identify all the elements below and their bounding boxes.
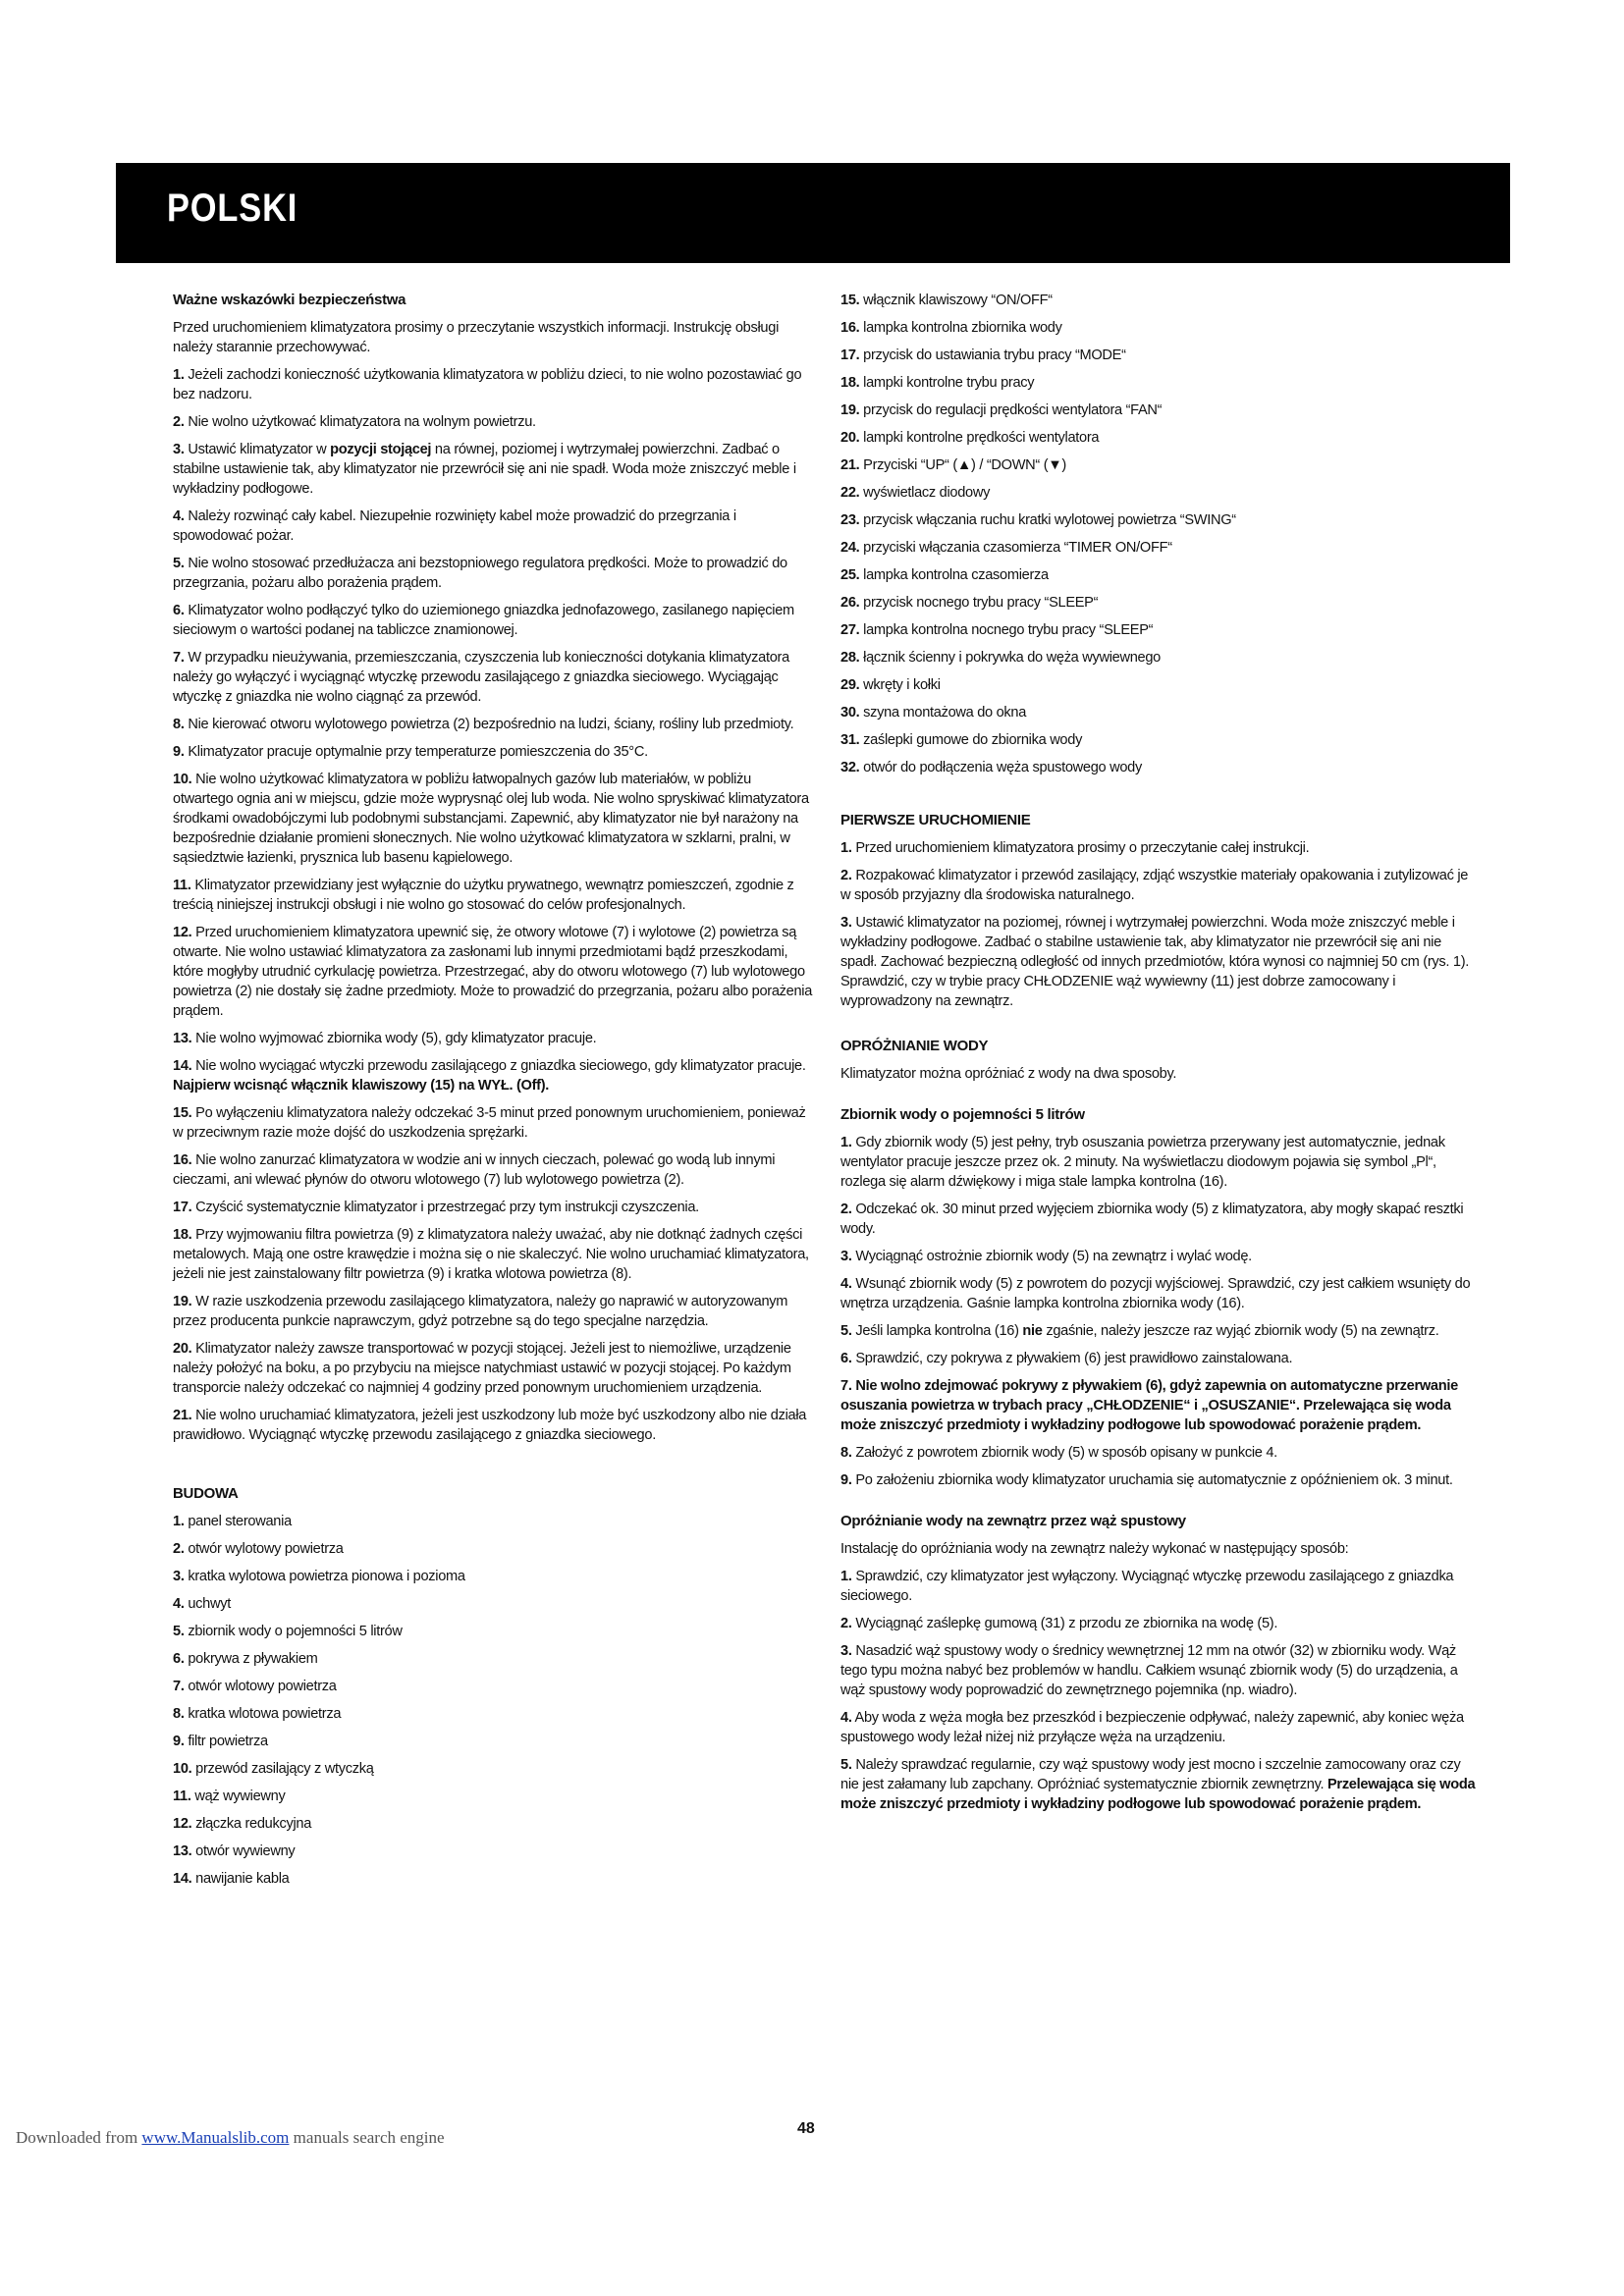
list-item (173, 1056, 813, 1095)
item-number: 2. (173, 414, 185, 430)
item-text: zaślepki gumowe do zbiornika wody (863, 732, 1083, 748)
item-number: 7. (173, 1679, 185, 1694)
item-text: filtr powietrza (188, 1734, 268, 1749)
list-item (173, 1649, 813, 1669)
item-number: 5. (840, 1323, 852, 1339)
item-emphasis: pozycji stojącej (330, 442, 432, 457)
item-number: 2. (840, 868, 852, 883)
item-number: 18. (173, 1227, 192, 1243)
item-number: 16. (173, 1152, 192, 1168)
item-number: 22. (840, 485, 860, 501)
list-item (840, 703, 1479, 722)
item-text: Nie wolno wyciągać wtyczki przewodu zasilającego z gniazdka sieciowego, gdy klimatyzator pracuje. (195, 1058, 806, 1074)
item-text: otwór do podłączenia węża spustowego wody (863, 760, 1142, 775)
item-number: 19. (840, 402, 860, 418)
item-text: Aby woda z węża mogła bez przeszkód i bezpieczenie odpływać, należy zapewnić, aby koniec węża spustowego wody leżał niżej niż przyłącze węża na urządzeniu. (840, 1710, 1464, 1745)
item-number: 20. (173, 1341, 192, 1357)
item-number: 1. (840, 1135, 852, 1150)
page-number: 48 (797, 2120, 815, 2137)
item-number: 2. (840, 1616, 852, 1631)
list-item (173, 1869, 813, 1889)
drain-heading: Opróżnianie wody na zewnątrz przez wąż spustowy (840, 1513, 1186, 1529)
list-item (840, 913, 1479, 1011)
item-text: złączka redukcyjna (195, 1816, 312, 1832)
item-emphasis: nie (1022, 1323, 1043, 1339)
list-item (173, 715, 813, 734)
budowa-list (173, 1512, 813, 1889)
budowa-heading: BUDOWA (173, 1485, 239, 1502)
item-number: 18. (840, 375, 860, 391)
item-text: Klimatyzator wolno podłączyć tylko do uziemionego gniazdka jednofazowego, zasilanego napięciem sieciowym o wartości podanej na tabliczce znamionowej. (173, 603, 794, 638)
item-text: Nie wolno zanurzać klimatyzatora w wodzie ani w innych cieczach, polewać go wodą lub innymi cieczami, ani wlewać płynów do otworu wlotowego (7) lub wylotowego powietrza (2). (173, 1152, 776, 1188)
item-text: na równej, poziomej i wytrzymałej powierzchni. Zadbać o stabilne ustawienie tak, aby klimatyzator nie przewrócił się ani nie spadł. Woda może zniszczyć meble i wykładziny podłogowe. (173, 442, 796, 497)
list-item (840, 1376, 1479, 1435)
item-number: 8. (173, 717, 185, 732)
item-text: zgaśnie, należy jeszcze raz wyjąć zbiornik wody (5) na zewnątrz. (1042, 1323, 1439, 1339)
budowa-list-continued (840, 291, 1479, 777)
item-number: 5. (840, 1757, 852, 1773)
list-item (840, 758, 1479, 777)
list-item (173, 876, 813, 915)
item-number: 4. (840, 1276, 852, 1292)
list-item (840, 730, 1479, 750)
list-item (173, 1339, 813, 1398)
list-item (840, 538, 1479, 558)
item-text: Klimatyzator należy zawsze transportować w pozycji stojącej. Jeżeli jest to niemożliwe, urządzenie należy położyć na boku, a po przybyciu na miejsce natychmiast ustawić w pozycji stojącej. Po każdym transporcie należy odczekać co najmniej 4 godziny przed ponownym uruchomieniem urządzenia. (173, 1341, 791, 1396)
item-number: 5. (173, 1624, 185, 1639)
footer-prefix: Downloaded from (16, 2128, 142, 2147)
list-item (840, 483, 1479, 503)
item-number: 14. (173, 1871, 192, 1887)
list-item (840, 1708, 1479, 1747)
item-number: 13. (173, 1031, 192, 1046)
list-item (173, 1759, 813, 1779)
safety-intro: Przed uruchomieniem klimatyzatora prosimy o przeczytanie wszystkich informacji. Instrukcję obsługi należy starannie przechowywać. (173, 320, 780, 355)
item-text: Nie wolno użytkować klimatyzatora na wolnym powietrzu. (188, 414, 536, 430)
list-item (840, 1133, 1479, 1192)
item-number: 15. (840, 293, 860, 308)
water-emptying-heading: OPRÓŻNIANIE WODY (840, 1038, 989, 1054)
item-text: lampka kontrolna zbiornika wody (863, 320, 1062, 336)
list-item (840, 1470, 1479, 1490)
item-number: 6. (173, 603, 185, 618)
item-text: W przypadku nieużywania, przemieszczania, czyszczenia lub konieczności dotykania klimatyzatora należy go wyłączyć i wyciągnąć wtyczkę przewodu zasilającego z gniazdka sieciowego. Wyciągając wtyczkę z gniazdka nie wolno ciągnąć za przewód. (173, 650, 789, 705)
item-number: 26. (840, 595, 860, 611)
item-text: Klimatyzator pracuje optymalnie przy temperaturze pomieszczenia do 35°C. (188, 744, 648, 760)
item-number: 5. (173, 556, 185, 571)
list-item (173, 1842, 813, 1861)
item-number: 4. (173, 1596, 185, 1612)
list-item (173, 1567, 813, 1586)
drain-intro: Instalację do opróżniania wody na zewnątrz należy wykonać w następujący sposób: (840, 1541, 1349, 1557)
item-emphasis: Przelewająca się woda może zniszczyć przedmioty i wykładziny podłogowe lub spowodować porażenie prądem. (840, 1777, 1476, 1812)
list-item (840, 373, 1479, 393)
list-item (173, 1787, 813, 1806)
list-item (173, 554, 813, 593)
list-item (840, 1567, 1479, 1606)
list-item (173, 1704, 813, 1724)
list-item (840, 1443, 1479, 1463)
list-item (173, 1622, 813, 1641)
list-item (840, 866, 1479, 905)
item-text: Ustawić klimatyzator w (188, 442, 331, 457)
item-text: otwór wylotowy powietrza (188, 1541, 344, 1557)
item-number: 32. (840, 760, 860, 775)
item-number: 9. (173, 744, 185, 760)
item-number: 14. (173, 1058, 192, 1074)
item-text: Przy wyjmowaniu filtra powietrza (9) z klimatyzatora należy uważać, aby nie dotknąć żadnych części metalowych. Mają one ostre krawędzie i można się o nie skaleczyć. Nie wolno uruchamiać klimatyzatora, jeżeli nie jest zainstalowany filtr powietrza (9) i kratka wlotowa powietrza (8). (173, 1227, 809, 1282)
list-item (173, 770, 813, 868)
list-item (173, 507, 813, 546)
right-column (840, 291, 1479, 1822)
item-text: panel sterowania (188, 1514, 292, 1529)
item-text: Przed uruchomieniem klimatyzatora prosimy o przeczytanie całej instrukcji. (855, 840, 1310, 856)
item-text: Czyścić systematycznie klimatyzator i przestrzegać przy tym instrukcji czyszczenia. (195, 1200, 699, 1215)
item-text: włącznik klawiszowy “ON/OFF“ (863, 293, 1053, 308)
list-item (840, 1200, 1479, 1239)
item-number: 11. (173, 1789, 191, 1804)
item-text: przycisk do regulacji prędkości wentylatora “FAN“ (863, 402, 1163, 418)
list-item (840, 1321, 1479, 1341)
item-text: Nie wolno wyjmować zbiornika wody (5), gdy klimatyzator pracuje. (195, 1031, 597, 1046)
item-text: przycisk nocnego trybu pracy “SLEEP“ (863, 595, 1099, 611)
item-number: 8. (840, 1445, 852, 1461)
item-number: 6. (840, 1351, 852, 1366)
item-number: 10. (173, 1761, 192, 1777)
list-item (840, 620, 1479, 640)
list-item (173, 1198, 813, 1217)
safety-list (173, 365, 813, 1445)
item-text: przycisk włączania ruchu kratki wylotowej powietrza “SWING“ (863, 512, 1236, 528)
item-text: szyna montażowa do okna (863, 705, 1027, 721)
item-number: 3. (840, 1249, 852, 1264)
list-item (173, 1594, 813, 1614)
list-item (840, 346, 1479, 365)
item-number: 3. (840, 915, 852, 931)
item-number: 17. (173, 1200, 192, 1215)
list-item (173, 1406, 813, 1445)
language-title: POLSKI (167, 187, 298, 230)
item-text: lampka kontrolna czasomierza (863, 567, 1049, 583)
list-item (840, 593, 1479, 613)
tank-list (840, 1133, 1479, 1490)
item-number: 1. (840, 1569, 852, 1584)
item-number: 1. (173, 1514, 185, 1529)
item-text: Nasadzić wąż spustowy wody o średnicy wewnętrznej 12 mm na otwór (32) w zbiorniku wody. Wąż tego typu można nabyć bez problemów w handlu. Całkiem wsunąć zbiornik wody (5) do urządzenia, a wąż spustowy wody poprowadzić do zewnętrznego pojemnika (np. wiadro). (840, 1643, 1458, 1698)
item-text: lampki kontrolne prędkości wentylatora (863, 430, 1100, 446)
footer-link[interactable]: www.Manualslib.com (141, 2128, 290, 2147)
item-number: 21. (173, 1408, 192, 1423)
download-footer (16, 2128, 445, 2148)
item-number: 7. (840, 1378, 852, 1394)
item-text: Wyciągnąć ostrożnie zbiornik wody (5) na zewnątrz i wylać wodę. (855, 1249, 1252, 1264)
safety-heading: Ważne wskazówki bezpieczeństwa (173, 292, 406, 308)
item-text: Jeśli lampka kontrolna (16) (855, 1323, 1023, 1339)
item-text: W razie uszkodzenia przewodu zasilającego klimatyzatora, należy go naprawić w autoryzowanym przez producenta punkcie naprawczym, gdyż potrzebne są do tego specjalne narzędzia. (173, 1294, 788, 1329)
item-text: Przyciski “UP“ (▲) / “DOWN“ (▼) (863, 457, 1066, 473)
footer-suffix: manuals search engine (289, 2128, 445, 2147)
item-text: Należy rozwinąć cały kabel. Niezupełnie rozwinięty kabel może prowadzić do przegrzania i spowodować pożar. (173, 508, 736, 544)
list-item (173, 1677, 813, 1696)
item-text: Nie wolno uruchamiać klimatyzatora, jeżeli jest uszkodzony lub może być uszkodzony albo nie działa prawidłowo. Wyciągnąć wtyczkę przewodu zasilającego z gniazdka sieciowego. (173, 1408, 807, 1443)
item-number: 6. (173, 1651, 185, 1667)
item-emphasis: Nie wolno zdejmować pokrywy z pływakiem (6), gdyż zapewnia on automatyczne przerwanie osuszania powietrza w trybach pracy „CHŁODZENIE“ i „OSUSZANIE“. Przelewająca się woda może zniszczyć przedmioty i wykładziny podłogowe lub spowodować porażenie prądem. (840, 1378, 1458, 1433)
item-text: Sprawdzić, czy pokrywa z pływakiem (6) jest prawidłowo zainstalowana. (855, 1351, 1293, 1366)
list-item (173, 412, 813, 432)
item-number: 28. (840, 650, 860, 666)
item-number: 23. (840, 512, 860, 528)
item-number: 12. (173, 925, 192, 940)
item-text: otwór wlotowy powietrza (188, 1679, 337, 1694)
list-item (840, 1755, 1479, 1814)
item-text: Gdy zbiornik wody (5) jest pełny, tryb osuszania powietrza przerywany jest automatycznie, jednak wentylator pracuje jeszcze przez ok. 2 minuty. Na wyświetlaczu diodowym pojawia się symbol „Pl“, rozlega się alarm dźwiękowy i miga stale lampka kontrolna (16). (840, 1135, 1445, 1190)
list-item (173, 1814, 813, 1834)
list-item (840, 510, 1479, 530)
tank-heading: Zbiornik wody o pojemności 5 litrów (840, 1106, 1085, 1123)
item-text: wyświetlacz diodowy (863, 485, 991, 501)
list-item (840, 291, 1479, 310)
list-item (173, 1512, 813, 1531)
item-number: 21. (840, 457, 860, 473)
water-emptying-intro: Klimatyzator można opróżniać z wody na dwa sposoby. (840, 1066, 1177, 1082)
item-number: 17. (840, 347, 860, 363)
item-text: Założyć z powrotem zbiornik wody (5) w sposób opisany w punkcie 4. (855, 1445, 1277, 1461)
item-number: 13. (173, 1843, 192, 1859)
item-number: 4. (173, 508, 185, 524)
item-text: Po wyłączeniu klimatyzatora należy odczekać 3-5 minut przed ponownym uruchomieniem, ponieważ w przeciwnym razie może dojść do uszkodzenia sprężarki. (173, 1105, 806, 1141)
drain-list (840, 1567, 1479, 1814)
item-text: nawijanie kabla (195, 1871, 290, 1887)
first-start-list (840, 838, 1479, 1011)
list-item (840, 1349, 1479, 1368)
item-number: 7. (173, 650, 185, 666)
item-text: Wyciągnąć zaślepkę gumową (31) z przodu ze zbiornika na wodę (5). (855, 1616, 1278, 1631)
list-item (840, 1614, 1479, 1633)
item-number: 24. (840, 540, 860, 556)
item-number: 4. (840, 1710, 852, 1726)
item-number: 9. (173, 1734, 185, 1749)
list-item (173, 923, 813, 1021)
item-number: 11. (173, 878, 191, 893)
list-item (840, 838, 1479, 858)
item-text: Należy sprawdzać regularnie, czy wąż spustowy wody jest mocno i szczelnie zamocowany oraz czy nie jest załamany lub zapchany. Opróżniać systematycznie zbiornik zewnętrzny. (840, 1757, 1461, 1792)
item-number: 15. (173, 1105, 192, 1121)
item-text: Sprawdzić, czy klimatyzator jest wyłączony. Wyciągnąć wtyczkę przewodu zasilającego z gniazdka sieciowego. (840, 1569, 1454, 1604)
item-emphasis: Najpierw wcisnąć włącznik klawiszowy (15) na WYŁ. (Off). (173, 1078, 550, 1094)
list-item (173, 1225, 813, 1284)
item-number: 1. (173, 367, 185, 383)
item-number: 3. (173, 442, 185, 457)
item-text: Ustawić klimatyzator na poziomej, równej i wytrzymałej powierzchni. Woda może zniszczyć meble i wykładziny podłogowe. Zadbać o stabilne ustawienie tak, aby klimatyzator nie przewrócił się ani nie spadł. Zachować bezpieczną odległość od innych przedmiotów, która wynosi co najmniej 50 cm (rys. 1). Sprawdzić, czy w trybie pracy CHŁODZENIE wąż wywiewny (11) jest dobrze zamocowany i wyprowadzony na zewnątrz. (840, 915, 1470, 1009)
item-text: przewód zasilający z wtyczką (195, 1761, 374, 1777)
item-number: 10. (173, 772, 192, 787)
item-number: 30. (840, 705, 860, 721)
item-number: 1. (840, 840, 852, 856)
item-text: wąż wywiewny (194, 1789, 286, 1804)
item-number: 25. (840, 567, 860, 583)
item-number: 12. (173, 1816, 192, 1832)
item-number: 2. (173, 1541, 185, 1557)
list-item (173, 365, 813, 404)
list-item (173, 1539, 813, 1559)
item-number: 3. (840, 1643, 852, 1659)
item-number: 2. (840, 1201, 852, 1217)
language-header-band (116, 163, 1510, 263)
item-text: łącznik ścienny i pokrywka do węża wywiewnego (863, 650, 1161, 666)
item-text: kratka wlotowa powietrza (188, 1706, 342, 1722)
list-item (173, 648, 813, 707)
item-text: Odczekać ok. 30 minut przed wyjęciem zbiornika wody (5) z klimatyzatora, aby mogły skapać resztki wody. (840, 1201, 1464, 1237)
item-number: 19. (173, 1294, 192, 1309)
list-item (840, 455, 1479, 475)
item-text: lampki kontrolne trybu pracy (863, 375, 1035, 391)
list-item (840, 318, 1479, 338)
item-number: 27. (840, 622, 860, 638)
item-number: 9. (840, 1472, 852, 1488)
item-number: 3. (173, 1569, 185, 1584)
item-text: Nie wolno użytkować klimatyzatora w pobliżu łatwopalnych gazów lub materiałów, w pobliżu otwartego ognia ani w miejscu, gdzie może wyprysnąć olej lub woda. Nie wolno spryskiwać klimatyzatora środkami owadobójczymi lub podobnymi substancjami. Zapewnić, aby klimatyzator nie był narażony na bezpośrednie działanie promieni słonecznych. Nie wolno użytkować klimatyzatora w szklarni, pralni, w sąsiedztwie łazienki, prysznica lub basenu kąpielowego. (173, 772, 809, 866)
item-text: zbiornik wody o pojemności 5 litrów (188, 1624, 403, 1639)
list-item (173, 1103, 813, 1143)
item-text: przyciski włączania czasomierza “TIMER ON/OFF“ (863, 540, 1172, 556)
item-text: otwór wywiewny (195, 1843, 296, 1859)
list-item (840, 1274, 1479, 1313)
list-item (840, 428, 1479, 448)
item-text: kratka wylotowa powietrza pionowa i pozioma (188, 1569, 465, 1584)
list-item (840, 1641, 1479, 1700)
list-item (840, 565, 1479, 585)
item-text: Rozpakować klimatyzator i przewód zasilający, zdjąć wszystkie materiały opakowania i zutylizować je w sposób przyjazny dla środowiska naturalnego. (840, 868, 1469, 903)
left-column (173, 291, 813, 1896)
item-text: Klimatyzator przewidziany jest wyłącznie do użytku prywatnego, wewnątrz pomieszczeń, zgodnie z treścią niniejszej instrukcji obsługi i nie wolno go stosować do celów profesjonalnych. (173, 878, 794, 913)
list-item (840, 1247, 1479, 1266)
item-text: Nie kierować otworu wylotowego powietrza (2) bezpośrednio na ludzi, ściany, rośliny lub przedmioty. (188, 717, 794, 732)
item-text: Po założeniu zbiornika wody klimatyzator uruchamia się automatycznie z opóźnieniem ok. 3 minut. (855, 1472, 1453, 1488)
item-number: 8. (173, 1706, 185, 1722)
list-item (840, 675, 1479, 695)
item-text: lampka kontrolna nocnego trybu pracy “SLEEP“ (863, 622, 1154, 638)
item-text: wkręty i kołki (863, 677, 941, 693)
list-item (173, 1029, 813, 1048)
item-text: Przed uruchomieniem klimatyzatora upewnić się, że otwory wlotowe (7) i wylotowe (2) powietrza są otwarte. Nie wolno ustawiać klimatyzatora za zasłonami lub innymi przedmiotami bądź przeszkodami, które mogłyby utrudnić cyrkulację powietrza. Przestrzegać, aby do otworu wlotowego (7) lub wylotowego powietrza (2) nie dostały się żadne przedmioty. Może to prowadzić do przegrzania, pożaru albo porażenia prądem. (173, 925, 813, 1019)
list-item (173, 1732, 813, 1751)
item-number: 29. (840, 677, 860, 693)
item-text: uchwyt (188, 1596, 231, 1612)
list-item (173, 440, 813, 499)
item-number: 31. (840, 732, 860, 748)
item-text: Jeżeli zachodzi konieczność użytkowania klimatyzatora w pobliżu dzieci, to nie wolno pozostawiać go bez nadzoru. (173, 367, 802, 402)
list-item (840, 400, 1479, 420)
item-number: 16. (840, 320, 860, 336)
item-number: 20. (840, 430, 860, 446)
first-start-heading: PIERWSZE URUCHOMIENIE (840, 812, 1031, 828)
list-item (840, 648, 1479, 667)
list-item (173, 742, 813, 762)
list-item (173, 1292, 813, 1331)
list-item (173, 601, 813, 640)
item-text: Nie wolno stosować przedłużacza ani bezstopniowego regulatora prędkości. Może to prowadzić do przegrzania, pożaru albo porażenia prądem. (173, 556, 787, 591)
list-item (173, 1150, 813, 1190)
item-text: Wsunąć zbiornik wody (5) z powrotem do pozycji wyjściowej. Sprawdzić, czy jest całkiem wsunięty do wnętrza urządzenia. Gaśnie lampka kontrolna zbiornika wody (16). (840, 1276, 1471, 1311)
item-text: pokrywa z pływakiem (188, 1651, 318, 1667)
item-text: przycisk do ustawiania trybu pracy “MODE“ (863, 347, 1126, 363)
